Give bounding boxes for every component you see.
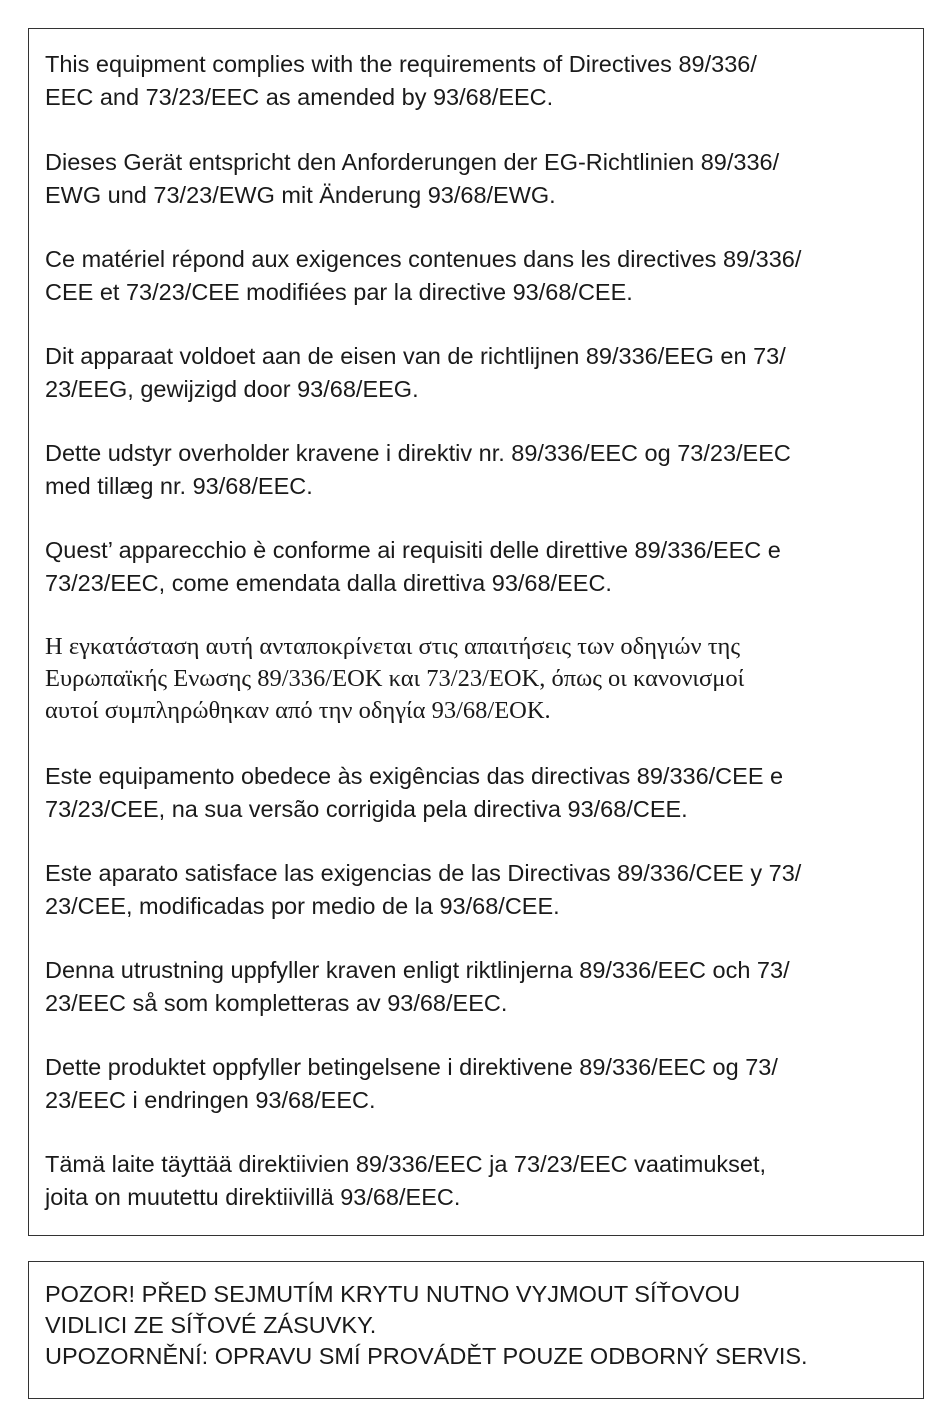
compliance-statements-box (28, 28, 924, 1236)
statement-finnish: Tämä laite täyttää direktiivien 89/336/EEC ja 73/23/EEC vaatimukset, joita on muutettu direktiivillä 93/68/EEC. (45, 1151, 767, 1210)
warning-service-notice: UPOZORNĚNÍ: OPRAVU SMÍ PROVÁDĚT POUZE ODBORNÝ SERVIS. (45, 1343, 808, 1369)
statement-french: Ce matériel répond aux exigences contenues dans les directives 89/336/ CEE et 73/23/CEE modifiées par la directive 93/68/CEE. (45, 246, 802, 305)
czech-warning-box (28, 1261, 924, 1399)
statement-dutch: Dit apparaat voldoet aan de eisen van de richtlijnen 89/336/EEG en 73/ 23/EEG, gewijzigd door 93/68/EEG. (45, 343, 786, 402)
statement-german: Dieses Gerät entspricht den Anforderungen der EG-Richtlinien 89/336/ EWG und 73/23/EWG mit Änderung 93/68/EWG. (45, 149, 780, 208)
statement-english: This equipment complies with the requirements of Directives 89/336/ EEC and 73/23/EEC as amended by 93/68/EEC. (45, 51, 757, 110)
statement-swedish: Denna utrustning uppfyller kraven enligt riktlinjerna 89/336/EEC och 73/ 23/EEC så som kompletteras av 93/68/EEC. (45, 957, 790, 1016)
statement-norwegian: Dette produktet oppfyller betingelsene i direktivene 89/336/EEC og 73/ 23/EEC i endringen 93/68/EEC. (45, 1054, 778, 1113)
statement-greek: Η εγκατάσταση αυτή ανταποκρίνεται στις απαιτήσεις των οδηγιών της Ευρωπαϊκής Ενωσης 89/336/ΕΟΚ και 73/23/ΕΟΚ, όπως οι κανονισμοί αυτοί συμπληρώθηκαν από την οδηγία 93/68/ΕΟΚ. (45, 633, 745, 724)
statement-spanish: Este aparato satisface las exigencias de las Directivas 89/336/CEE y 73/ 23/CEE, modificadas por medio de la 93/68/CEE. (45, 860, 802, 919)
statement-portuguese: Este equipamento obedece às exigências das directivas 89/336/CEE e 73/23/CEE, na sua versão corrigida pela directiva 93/68/CEE. (45, 763, 784, 822)
statement-italian: Quest’ apparecchio è conforme ai requisiti delle direttive 89/336/EEC e 73/23/EEC, come emendata dalla direttiva 93/68/EEC. (45, 537, 781, 596)
statement-danish: Dette udstyr overholder kravene i direktiv nr. 89/336/EEC og 73/23/EEC med tillæg nr. 93/68/EEC. (45, 440, 791, 499)
warning-unplug-notice: POZOR! PŘED SEJMUTÍM KRYTU NUTNO VYJMOUT SÍŤOVOU VIDLICI ZE SÍŤOVÉ ZÁSUVKY. (45, 1281, 741, 1338)
